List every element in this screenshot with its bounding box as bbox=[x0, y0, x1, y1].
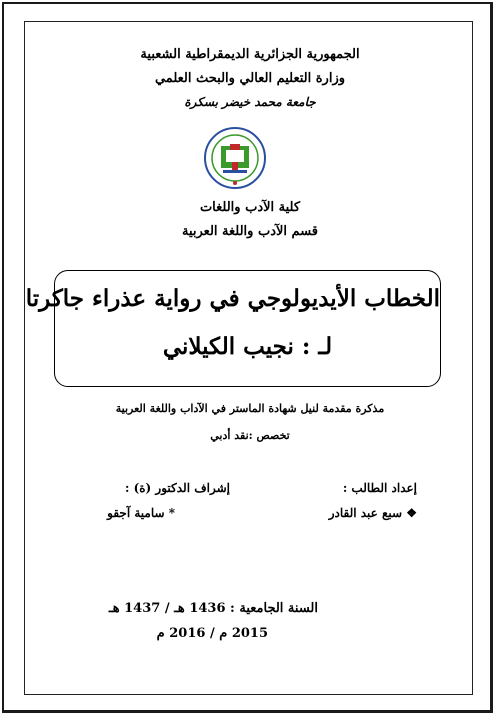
supervisor-label: إشراف الدكتور (ة) : bbox=[124, 481, 230, 495]
thesis-description: مذكرة مقدمة لنيل شهادة الماستر في الآداب واللغة العربية bbox=[115, 402, 385, 415]
republic-heading: الجمهورية الجزائرية الديمقراطية الشعبية bbox=[140, 47, 360, 62]
university-heading: جامعة محمد خيضر بسكرة bbox=[184, 95, 316, 109]
supervisor-name: * سامية آجقو bbox=[107, 506, 175, 520]
faculty-name: كلية الآدب واللغات bbox=[199, 200, 301, 215]
academic-year-hijri: السنة الجامعية : 1436 هـ / 1437 هـ bbox=[108, 601, 318, 616]
thesis-specialty: تخصص :نقد أدبي bbox=[210, 429, 290, 442]
thesis-author-line: لـ : نجيب الكيلاني bbox=[162, 333, 333, 360]
academic-year-gregorian: 2015 م / 2016 م bbox=[156, 626, 268, 641]
student-name: ❖ سبع عبد القادر bbox=[328, 506, 417, 520]
student-label: إعداد الطالب : bbox=[342, 481, 417, 495]
thesis-title: الخطاب الأيديولوجي في رواية عذراء جاكرتا bbox=[25, 285, 440, 312]
university-logo bbox=[203, 126, 267, 190]
department-name: قسم الآدب واللغة العربية bbox=[181, 224, 319, 239]
ministry-heading: وزارة التعليم العالي والبحث العلمي bbox=[154, 71, 346, 86]
thesis-title-box bbox=[25, 270, 441, 387]
